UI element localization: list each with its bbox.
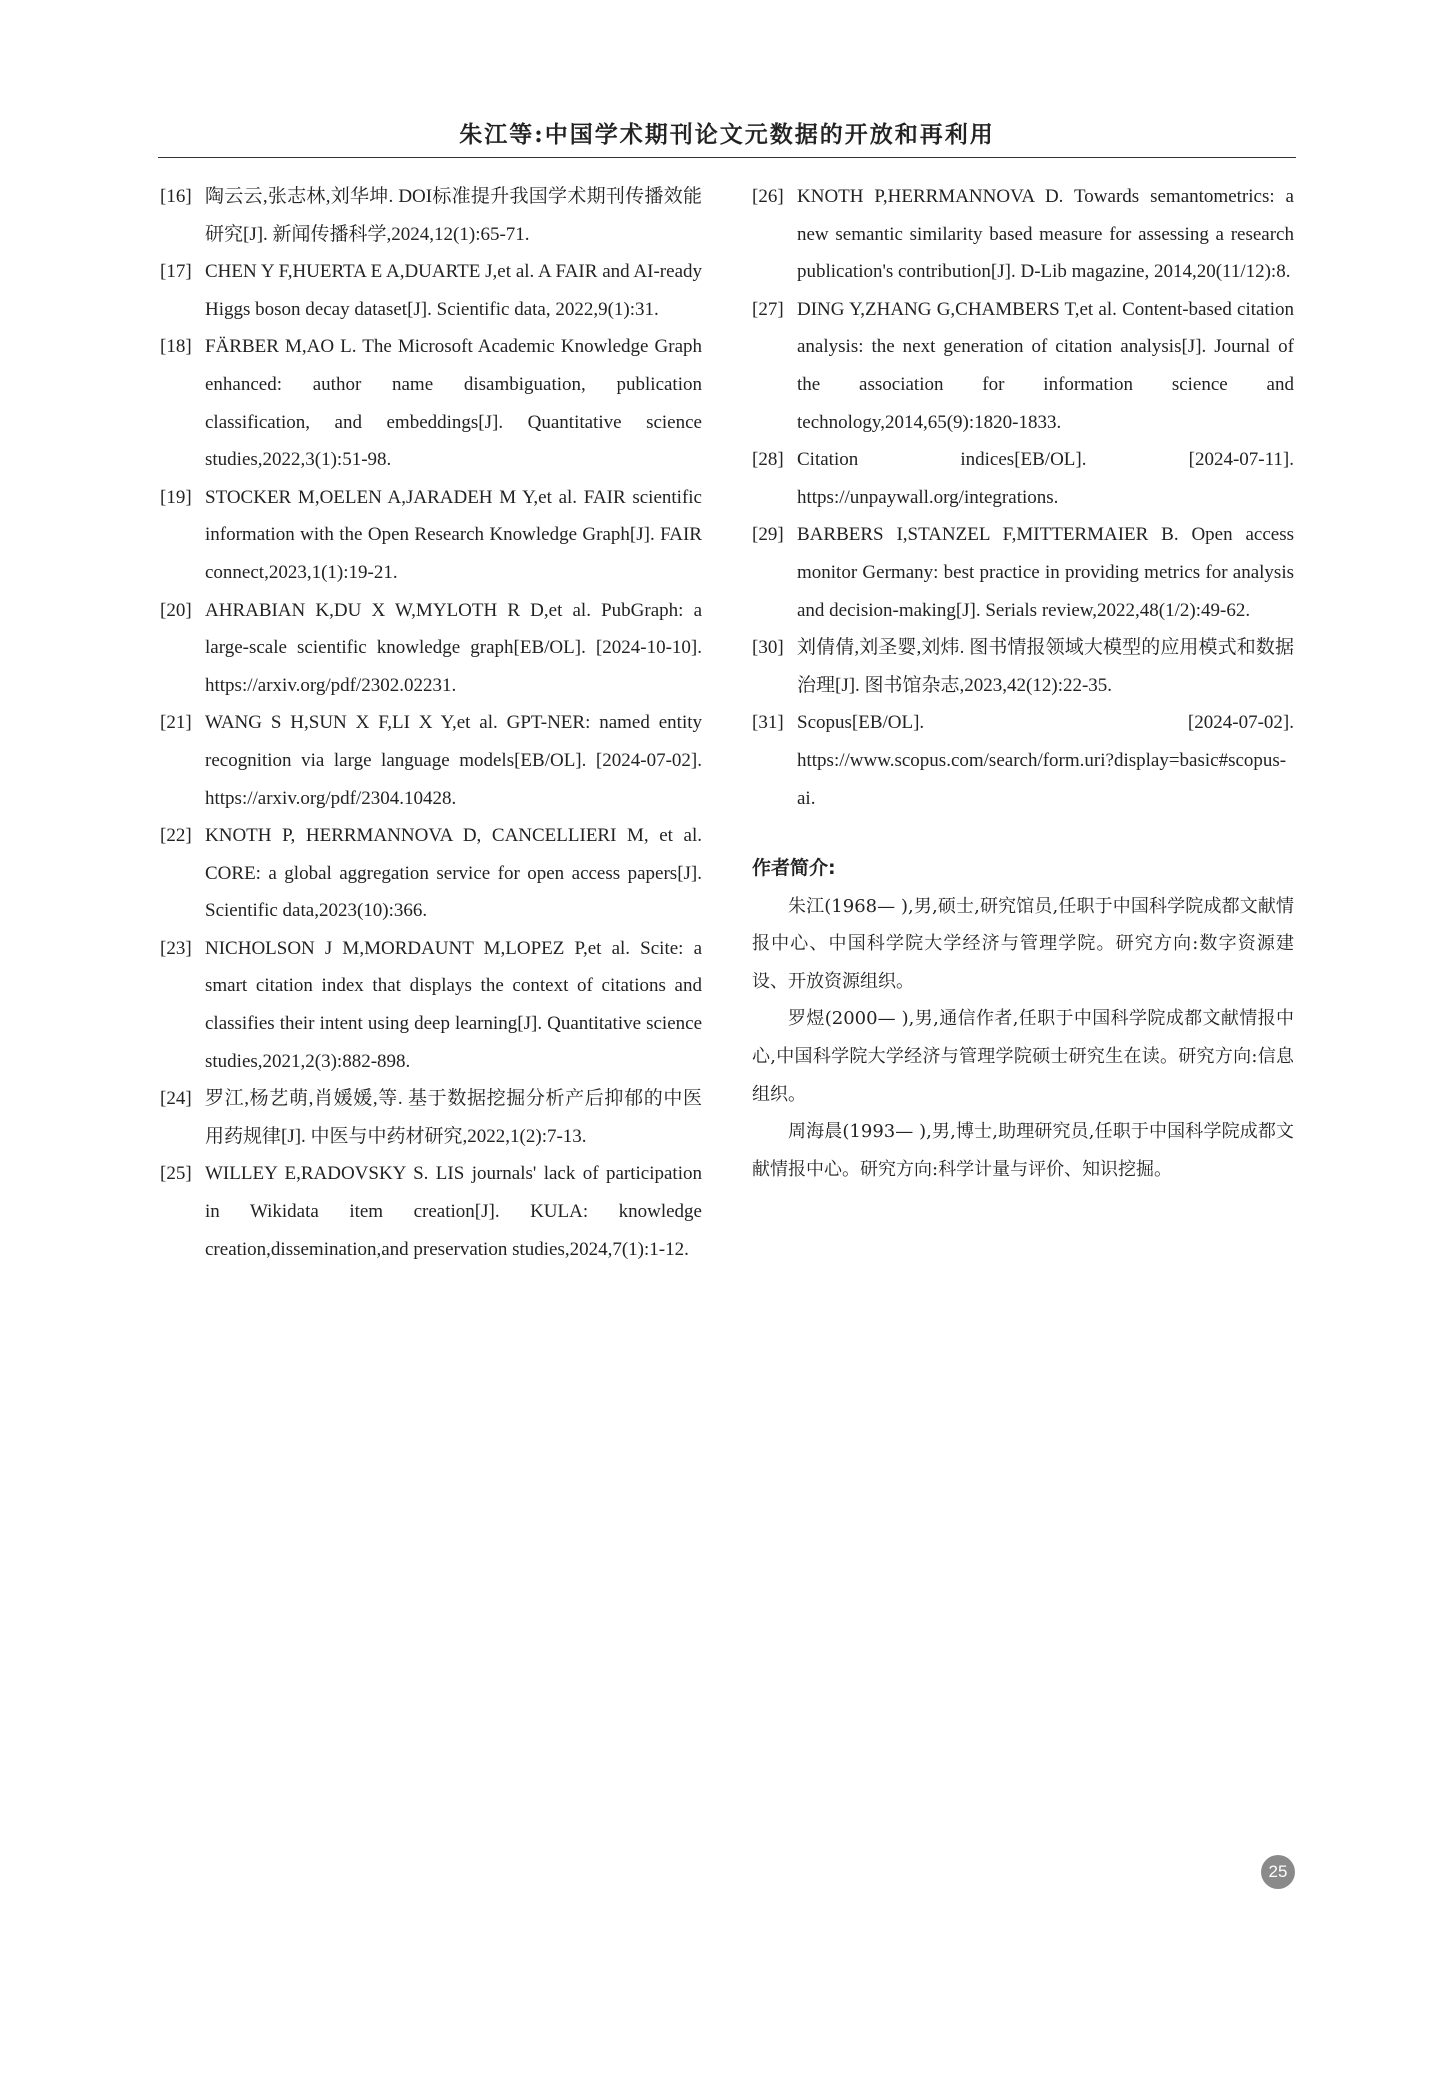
reference-text: 刘倩倩,刘圣婴,刘炜. 图书情报领域大模型的应用模式和数据治理[J]. 图书馆杂志,2023,42(12):22-35. <box>797 637 1294 696</box>
reference-item <box>160 178 702 253</box>
reference-number: [21] <box>160 712 192 734</box>
reference-text: KNOTH P, HERRMANNOVA D, CANCELLIERI M, et al. CORE: a global aggregation service for open access papers[J]. Scientific data,2023(10):366. <box>205 825 702 922</box>
reference-item <box>160 1155 702 1268</box>
reference-number: [29] <box>752 524 784 546</box>
reference-item <box>160 1080 702 1155</box>
author-bio-paragraph: 朱江(1968— ),男,硕士,研究馆员,任职于中国科学院成都文献情报中心、中国科学院大学经济与管理学院。研究方向:数字资源建设、开放资源组织。 <box>752 895 1294 992</box>
reference-number: [18] <box>160 336 192 358</box>
reference-number: [19] <box>160 486 192 508</box>
reference-number: [30] <box>752 637 784 659</box>
reference-text: 罗江,杨艺萌,肖媛媛,等. 基于数据挖掘分析产后抑郁的中医用药规律[J]. 中医与中药材研究,2022,1(2):7-13. <box>205 1088 702 1147</box>
reference-number: [31] <box>752 712 784 734</box>
reference-item <box>160 930 702 1080</box>
reference-number: [20] <box>160 599 192 621</box>
reference-number: [28] <box>752 449 784 471</box>
header-divider <box>158 157 1296 158</box>
reference-item <box>160 704 702 817</box>
reference-text: KNOTH P,HERRMANNOVA D. Towards semantometrics: a new semantic similarity based measure for assessing a research publication's contribution[J]. D-Lib magazine, 2014,20(11/12):8. <box>797 186 1294 283</box>
reference-number: [17] <box>160 261 192 283</box>
reference-number: [25] <box>160 1163 192 1185</box>
reference-text: 陶云云,张志林,刘华坤. DOI标准提升我国学术期刊传播效能研究[J]. 新闻传播科学,2024,12(1):65-71. <box>205 186 702 245</box>
reference-text: Citation indices[EB/OL]. [2024-07-11]. https://unpaywall.org/integrations. <box>797 449 1294 508</box>
reference-text: FÄRBER M,AO L. The Microsoft Academic Knowledge Graph enhanced: author name disambiguation, publication classification, and embeddings[J]. Quantitative science studies,2022,3(1):51-98. <box>205 336 702 471</box>
reference-item <box>160 817 702 930</box>
reference-number: [24] <box>160 1088 192 1110</box>
author-bio-heading: 作者简介: <box>752 857 836 880</box>
reference-item <box>160 479 702 592</box>
reference-text: NICHOLSON J M,MORDAUNT M,LOPEZ P,et al. Scite: a smart citation index that displays the context of citations and classifies their intent using deep learning[J]. Quantitative science studies,2021,2(3):882-898. <box>205 937 702 1072</box>
reference-number: [16] <box>160 186 192 207</box>
reference-item <box>160 328 702 478</box>
reference-item <box>752 629 1294 704</box>
reference-text: STOCKER M,OELEN A,JARADEH M Y,et al. FAIR scientific information with the Open Research Knowledge Graph[J]. FAIR connect,2023,1(1):19-21. <box>205 486 702 583</box>
reference-text: CHEN Y F,HUERTA E A,DUARTE J,et al. A FAIR and AI-ready Higgs boson decay dataset[J]. Scientific data, 2022,9(1):31. <box>205 261 702 320</box>
reference-number: [22] <box>160 825 192 847</box>
reference-item <box>160 253 702 328</box>
reference-text: AHRABIAN K,DU X W,MYLOTH R D,et al. PubGraph: a large-scale scientific knowledge graph[EB/OL]. [2024-10-10]. https://arxiv.org/pdf/2302.02231. <box>205 599 702 696</box>
reference-text: WANG S H,SUN X F,LI X Y,et al. GPT-NER: named entity recognition via large language models[EB/OL]. [2024-07-02]. https://arxiv.org/pdf/2304.10428. <box>205 712 702 809</box>
reference-text: BARBERS I,STANZEL F,MITTERMAIER B. Open access monitor Germany: best practice in providing metrics for analysis and decision-making[J]. Serials review,2022,48(1/2):49-62. <box>797 524 1294 621</box>
references-left-column <box>160 178 702 1268</box>
references-right-column <box>752 178 1294 1188</box>
page-number-badge: 25 <box>1261 1855 1295 1889</box>
reference-item <box>752 178 1294 291</box>
running-header-title: 朱江等:中国学术期刊论文元数据的开放和再利用 <box>459 121 995 148</box>
reference-item <box>752 704 1294 817</box>
reference-item <box>752 441 1294 516</box>
author-bio-paragraph: 周海晨(1993— ),男,博士,助理研究员,任职于中国科学院成都文献情报中心。研究方向:科学计量与评价、知识挖掘。 <box>752 1121 1294 1180</box>
reference-number: [26] <box>752 186 784 207</box>
reference-number: [23] <box>160 937 192 959</box>
reference-text: Scopus[EB/OL]. [2024-07-02]. https://www.scopus.com/search/form.uri?display=basic#scopus-ai. <box>797 712 1294 809</box>
reference-number: [27] <box>752 298 784 320</box>
reference-item <box>752 291 1294 441</box>
reference-text: WILLEY E,RADOVSKY S. LIS journals' lack of participation in Wikidata item creation[J]. KULA: knowledge creation,dissemination,and preservation studies,2024,7(1):1-12. <box>205 1163 702 1260</box>
reference-text: DING Y,ZHANG G,CHAMBERS T,et al. Content-based citation analysis: the next generation of citation analysis[J]. Journal of the association for information science and technology,2014,65(9):1820-1833. <box>797 298 1294 433</box>
reference-item <box>160 592 702 705</box>
author-bio-paragraph: 罗煜(2000— ),男,通信作者,任职于中国科学院成都文献情报中心,中国科学院大学经济与管理学院硕士研究生在读。研究方向:信息组织。 <box>752 1008 1294 1105</box>
reference-item <box>752 516 1294 629</box>
